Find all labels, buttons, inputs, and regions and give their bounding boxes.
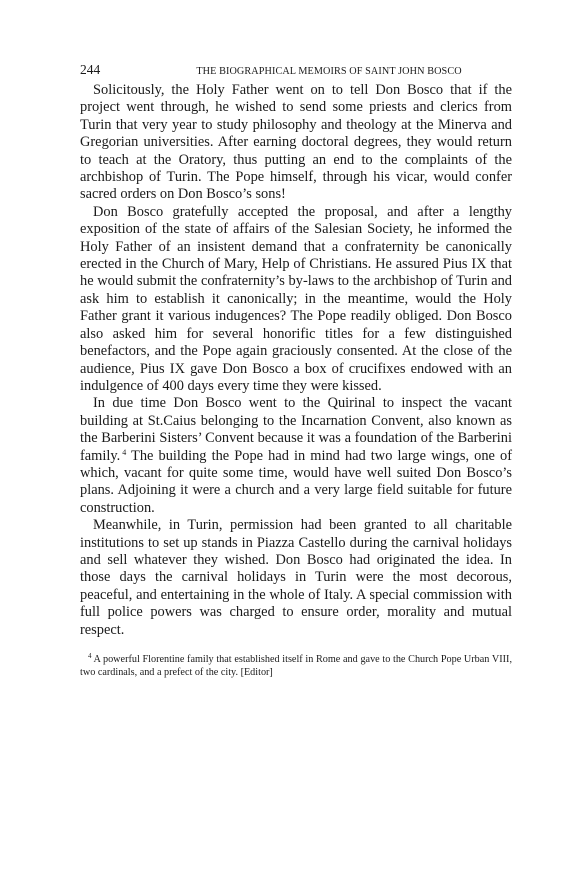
footnote-mark: 4 bbox=[88, 652, 92, 660]
body-text bbox=[80, 82, 512, 639]
book-page bbox=[80, 62, 512, 679]
footnote bbox=[80, 654, 512, 679]
running-head bbox=[80, 62, 512, 80]
paragraph-1: Solicitously, the Holy Father went on to tell Don Bosco that if the project went through, he wished to send some priests and clerics from Turin that very year to study philosophy and theology at the Minerva and Gregorian universities. After earning doctoral degrees, they would return to teach at the Oratory, thus putting an end to the complaints of the archbishop of Turin. The Pope himself, through his vicar, would confer sacred orders on Don Bosco’s sons! bbox=[80, 82, 512, 203]
footnote-text: A powerful Florentine family that established itself in Rome and gave to the Church Pope Urban VIII, two cardinals, and a prefect of the city. [Editor] bbox=[80, 654, 512, 678]
footnote-reference: 4 bbox=[122, 447, 127, 457]
paragraph-3-text-continued: The building the Pope had in mind had two large wings, one of which, vacant for quite some time, would have well suited Don Bosco’s plans. Adjoining it were a church and a very large field suitable for future construction. bbox=[80, 447, 512, 516]
paragraph-4: Meanwhile, in Turin, permission had been granted to all charitable institutions to set up stands in Piazza Castello during the carnival holidays and sell whatever they wished. Don Bosco had originated the idea. In those days the carnival holidays in Turin were the most decorous, peaceful, and entertaining in the whole of Italy. A special commission with full police powers was charged to ensure order, morality and mutual respect. bbox=[80, 517, 512, 638]
page-number: 244 bbox=[80, 62, 101, 77]
running-head-title: THE BIOGRAPHICAL MEMOIRS OF SAINT JOHN BOSCO bbox=[196, 66, 462, 77]
paragraph-2: Don Bosco gratefully accepted the proposal, and after a lengthy exposition of the state of affairs of the Salesian Society, he informed the Holy Father of an insistent demand that a confraternity be canonically erected in the Church of Mary, Help of Christians. He assured Pius IX that he would submit the confraternity’s by-laws to the archbishop of Turin and ask him to establish it canonically; in the meantime, would the Holy Father grant it various indugences? The Pope readily obliged. Don Bosco also asked him for several honorific titles for a few distinguished benefactors, and the Pope again graciously consented. At the close of the audience, Pius IX gave Don Bosco a box of crucifixes endowed with an indulgence of 400 days every time they were kissed. bbox=[80, 203, 512, 394]
paragraph-3-text: In due time Don Bosco went to the Quirinal to inspect the vacant building at St.Caius belonging to the Incarnation Convent, also known as the Barberini Sisters’ Convent because it was a foundation of the Barberini family. bbox=[80, 395, 512, 464]
paragraph-3 bbox=[80, 395, 512, 517]
